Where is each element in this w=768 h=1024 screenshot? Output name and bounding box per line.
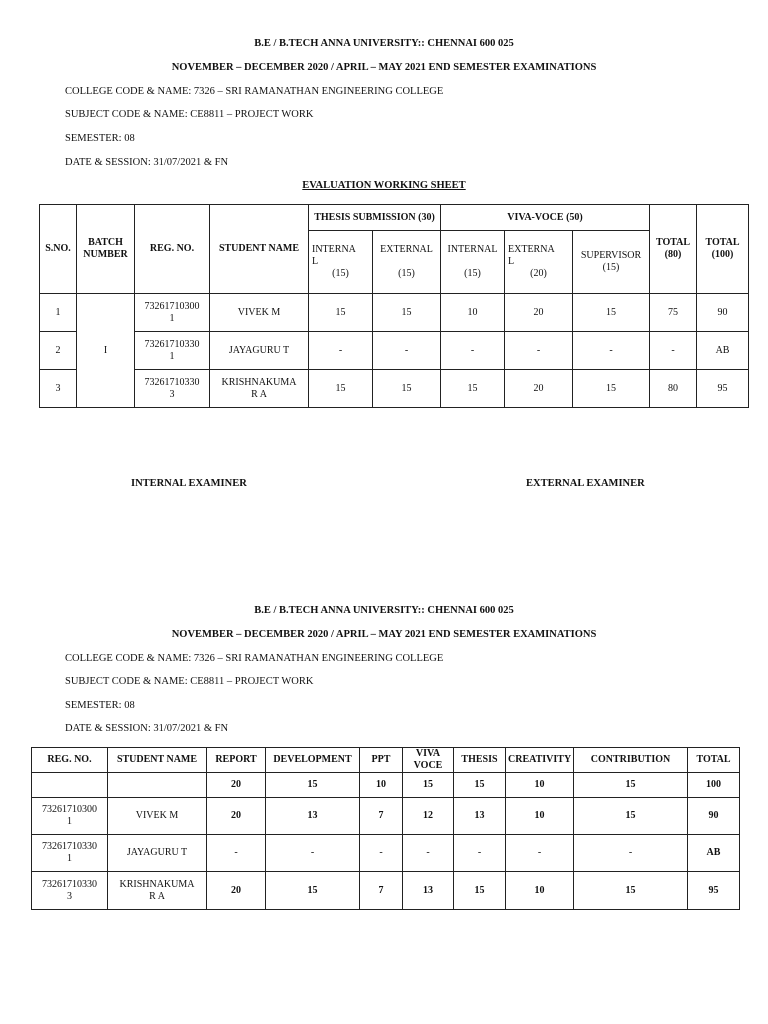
- row-total100: 90: [697, 294, 749, 332]
- header-contribution: CONTRIBUTION: [574, 748, 688, 773]
- header-name: STUDENT NAME: [210, 205, 309, 294]
- max-name: [108, 773, 207, 798]
- row-sno: 1: [40, 294, 77, 332]
- header-viva-voce: VIVA VOCE: [403, 748, 454, 773]
- row-contribution: 15: [574, 798, 688, 835]
- sheet1-date-session: DATE & SESSION: 31/07/2021 & FN: [65, 157, 229, 168]
- header-batch: BATCH NUMBER: [77, 205, 135, 294]
- reg-line-2: 3: [169, 388, 175, 400]
- row-total100: 95: [697, 370, 749, 408]
- row-reg: [135, 294, 210, 332]
- row-total80: -: [650, 332, 697, 370]
- sheet1-exam-header: NOVEMBER – DECEMBER 2020 / APRIL – MAY 2021 END SEMESTER EXAMINATIONS: [171, 62, 597, 73]
- row-name: [108, 872, 207, 910]
- row-thesis: 15: [454, 872, 506, 910]
- name-line-1: KRISHNAKUMA: [221, 376, 297, 388]
- row-contribution: -: [574, 835, 688, 872]
- internal-examiner-label: INTERNAL EXAMINER: [131, 478, 247, 489]
- row-supervisor: 15: [573, 370, 650, 408]
- row-total80: 75: [650, 294, 697, 332]
- row-sno: 2: [40, 332, 77, 370]
- name-line-2: R A: [149, 890, 165, 902]
- header-thesis: THESIS: [454, 748, 506, 773]
- header-viva-external: [505, 231, 573, 294]
- max-thesis: 15: [454, 773, 506, 798]
- row-ppt: 7: [360, 798, 403, 835]
- max-total: 100: [688, 773, 740, 798]
- row-name: JAYAGURU T: [210, 332, 309, 370]
- row-name: [210, 370, 309, 408]
- sheet2-subject: SUBJECT CODE & NAME: CE8811 – PROJECT WORK: [65, 676, 314, 687]
- table-row: [32, 798, 740, 835]
- row-total80: 80: [650, 370, 697, 408]
- external-examiner-label: EXTERNAL EXAMINER: [526, 478, 645, 489]
- header-viva-internal: [441, 231, 505, 294]
- marks-breakdown-table: [31, 747, 740, 910]
- row-viva-internal: 10: [441, 294, 505, 332]
- batch-value: I: [77, 294, 135, 408]
- row-ppt: -: [360, 835, 403, 872]
- sheet2-university-header: B.E / B.TECH ANNA UNIVERSITY:: CHENNAI 600 025: [254, 605, 514, 616]
- header-total80: TOTAL (80): [650, 205, 697, 294]
- reg-line-2: 3: [67, 890, 72, 902]
- sheet1-title: EVALUATION WORKING SHEET: [302, 180, 466, 191]
- row-viva-voce: -: [403, 835, 454, 872]
- thesis-external-label: EXTERNAL: [380, 244, 433, 255]
- header-report: REPORT: [207, 748, 266, 773]
- reg-line-1: 73261710330: [42, 841, 97, 852]
- table-row: [40, 370, 749, 408]
- header-viva: VIVA-VOCE (50): [441, 205, 650, 231]
- row-name: JAYAGURU T: [108, 835, 207, 872]
- row-creativity: 10: [506, 872, 574, 910]
- max-viva-voce: 15: [403, 773, 454, 798]
- max-development: 15: [266, 773, 360, 798]
- name-line-1: KRISHNAKUMA: [119, 878, 195, 890]
- max-reg: [32, 773, 108, 798]
- row-total100: AB: [697, 332, 749, 370]
- header-thesis-internal: [309, 231, 373, 294]
- header-ppt: PPT: [360, 748, 403, 773]
- row-development: 13: [266, 798, 360, 835]
- row-viva-external: -: [505, 332, 573, 370]
- header-thesis-external: [373, 231, 441, 294]
- row-viva-voce: 12: [403, 798, 454, 835]
- name-line-2: R A: [251, 388, 267, 400]
- thesis-internal-label-b: L: [312, 256, 319, 267]
- max-contribution: 15: [574, 773, 688, 798]
- row-name: VIVEK M: [210, 294, 309, 332]
- row-reg: [32, 798, 108, 835]
- header-total: TOTAL: [688, 748, 740, 773]
- row-viva-external: 20: [505, 370, 573, 408]
- row-reg: [135, 370, 210, 408]
- row-development: -: [266, 835, 360, 872]
- viva-internal-max: (15): [464, 268, 481, 279]
- header-name: STUDENT NAME: [108, 748, 207, 773]
- header-development: DEVELOPMENT: [266, 748, 360, 773]
- row-sno: 3: [40, 370, 77, 408]
- row-creativity: -: [506, 835, 574, 872]
- sheet2-exam-header: NOVEMBER – DECEMBER 2020 / APRIL – MAY 2021 END SEMESTER EXAMINATIONS: [171, 629, 597, 640]
- reg-line-1: 73261710300: [144, 300, 200, 312]
- row-development: 15: [266, 872, 360, 910]
- row-thesis-internal: 15: [309, 294, 373, 332]
- thesis-external-max: (15): [398, 268, 415, 279]
- table-row: [40, 332, 749, 370]
- max-report: 20: [207, 773, 266, 798]
- row-report: 20: [207, 872, 266, 910]
- reg-line-1: 73261710330: [144, 376, 200, 388]
- row-thesis-external: 15: [373, 294, 441, 332]
- header-creativity: CREATIVITY: [506, 748, 574, 773]
- header-supervisor: SUPERVISOR (15): [573, 231, 650, 294]
- row-total: AB: [688, 835, 740, 872]
- viva-internal-label: INTERNAL: [447, 244, 498, 255]
- row-thesis: 13: [454, 798, 506, 835]
- sheet1-university-header: B.E / B.TECH ANNA UNIVERSITY:: CHENNAI 600 025: [254, 38, 514, 49]
- row-report: 20: [207, 798, 266, 835]
- row-viva-voce: 13: [403, 872, 454, 910]
- row-reg: [135, 332, 210, 370]
- header-sno: S.NO.: [40, 205, 77, 294]
- header-reg: REG. NO.: [135, 205, 210, 294]
- row-thesis: -: [454, 835, 506, 872]
- sheet1-subject: SUBJECT CODE & NAME: CE8811 – PROJECT WORK: [65, 109, 314, 120]
- sheet2-date-session: DATE & SESSION: 31/07/2021 & FN: [65, 723, 229, 734]
- row-report: -: [207, 835, 266, 872]
- sheet2-semester: SEMESTER: 08: [65, 700, 135, 711]
- row-thesis-external: -: [373, 332, 441, 370]
- row-viva-internal: 15: [441, 370, 505, 408]
- thesis-internal-max: (15): [332, 268, 349, 279]
- row-reg: [32, 835, 108, 872]
- row-supervisor: -: [573, 332, 650, 370]
- reg-line-1: 73261710330: [42, 878, 97, 890]
- viva-external-label-b: L: [508, 256, 515, 267]
- thesis-internal-label-a: INTERNA: [312, 244, 356, 255]
- row-name: VIVEK M: [108, 798, 207, 835]
- reg-line-1: 73261710330: [144, 338, 200, 350]
- sheet1-semester: SEMESTER: 08: [65, 133, 135, 144]
- row-total: 90: [688, 798, 740, 835]
- row-reg: [32, 872, 108, 910]
- viva-external-max: (20): [530, 268, 547, 279]
- row-contribution: 15: [574, 872, 688, 910]
- reg-line-2: 1: [67, 816, 72, 827]
- row-viva-external: 20: [505, 294, 573, 332]
- table-row: [32, 835, 740, 872]
- header-total100: TOTAL (100): [697, 205, 749, 294]
- max-marks-row: [32, 773, 740, 798]
- sheet2-college: COLLEGE CODE & NAME: 7326 – SRI RAMANATHAN ENGINEERING COLLEGE: [65, 653, 444, 664]
- reg-line-2: 1: [67, 853, 72, 864]
- max-ppt: 10: [360, 773, 403, 798]
- row-thesis-external: 15: [373, 370, 441, 408]
- row-viva-internal: -: [441, 332, 505, 370]
- evaluation-working-table: [39, 204, 749, 408]
- table-row: [32, 872, 740, 910]
- max-creativity: 10: [506, 773, 574, 798]
- sheet1-college: COLLEGE CODE & NAME: 7326 – SRI RAMANATHAN ENGINEERING COLLEGE: [65, 86, 444, 97]
- reg-line-2: 1: [169, 312, 175, 324]
- row-ppt: 7: [360, 872, 403, 910]
- header-thesis: THESIS SUBMISSION (30): [309, 205, 441, 231]
- row-total: 95: [688, 872, 740, 910]
- reg-line-1: 73261710300: [42, 804, 97, 815]
- row-supervisor: 15: [573, 294, 650, 332]
- row-creativity: 10: [506, 798, 574, 835]
- header-reg: REG. NO.: [32, 748, 108, 773]
- viva-external-label-a: EXTERNA: [508, 244, 555, 255]
- row-thesis-internal: 15: [309, 370, 373, 408]
- table-row: [40, 294, 749, 332]
- reg-line-2: 1: [169, 350, 175, 362]
- row-thesis-internal: -: [309, 332, 373, 370]
